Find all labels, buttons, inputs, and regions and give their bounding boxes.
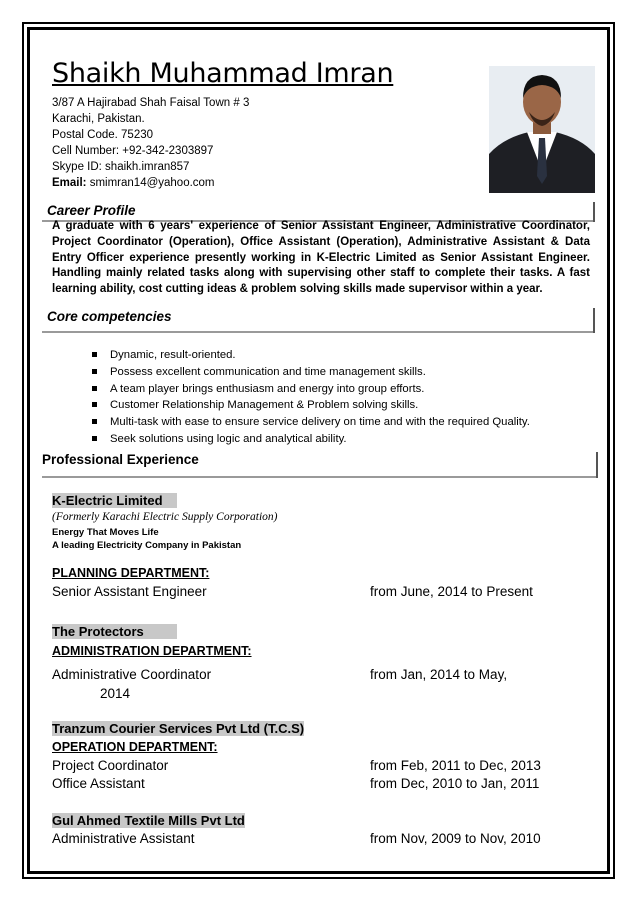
gulahmed-period: from Nov, 2009 to Nov, 2010 xyxy=(370,831,541,846)
experience-underline xyxy=(42,476,598,478)
kelectric-formerly: (Formerly Karachi Electric Supply Corporation) xyxy=(52,511,278,523)
core-competencies-underline xyxy=(42,331,595,333)
profile-photo xyxy=(489,66,595,193)
portrait-image xyxy=(489,66,595,193)
protectors-department: ADMINISTRATION DEPARTMENT: xyxy=(52,644,252,658)
postal-code: Postal Code. 75230 xyxy=(52,129,154,141)
list-item: Dynamic, result-oriented. xyxy=(92,347,530,364)
protectors-period: from Jan, 2014 to May, xyxy=(370,667,508,682)
core-competencies-heading: Core competencies xyxy=(47,309,172,324)
kelectric-description: A leading Electricity Company in Pakistan xyxy=(52,540,242,551)
professional-experience-heading: Professional Experience xyxy=(42,452,199,467)
tranzum-period-1: from Feb, 2011 to Dec, 2013 xyxy=(370,758,541,773)
list-item: Customer Relationship Management & Problem solving skills. xyxy=(92,397,530,414)
kelectric-department: PLANNING DEPARTMENT: xyxy=(52,566,210,580)
list-item: Seek solutions using logic and analytical ability. xyxy=(92,431,530,448)
kelectric-role: Senior Assistant Engineer xyxy=(52,584,207,599)
company-protectors: The Protectors xyxy=(52,624,177,639)
tranzum-department: OPERATION DEPARTMENT: xyxy=(52,740,218,754)
protectors-period-year: 2014 xyxy=(100,686,131,701)
email-line xyxy=(52,175,249,191)
competencies-list xyxy=(92,347,530,448)
email-value: smimran14@yahoo.com xyxy=(86,177,215,189)
kelectric-tagline: Energy That Moves Life xyxy=(52,527,159,538)
career-profile-heading: Career Profile xyxy=(47,203,136,218)
career-profile-text: A graduate with 6 years' experience of Senior Assistant Engineer, Administrative Coordinator, Project Coordinator (Operation), Office Assistant (Operation), Administrative Assistant & Data Entry Officer experience presently working in K-Electric Limited as Senior Assistant Engineer. Handling mainly related tasks along with supervising other staff to complete their tasks. A fast learning ability, cost cutting ideas & problem solving skills made supervisor within a year. xyxy=(52,220,590,296)
tranzum-role-1: Project Coordinator xyxy=(52,758,169,773)
career-profile-tick xyxy=(593,202,595,222)
protectors-role: Administrative Coordinator xyxy=(52,667,212,682)
list-item: Multi-task with ease to ensure service delivery on time and with the required Quality. xyxy=(92,414,530,431)
tranzum-period-2: from Dec, 2010 to Jan, 2011 xyxy=(370,776,540,791)
tranzum-role-2: Office Assistant xyxy=(52,776,145,791)
core-competencies-tick xyxy=(593,308,595,333)
skype-id: Skype ID: shaikh.imran857 xyxy=(52,161,190,173)
company-kelectric: K-Electric Limited xyxy=(52,493,177,508)
email-label: Email: xyxy=(52,177,87,189)
address-line-1: 3/87 A Hajirabad Shah Faisal Town # 3 xyxy=(52,97,250,109)
gulahmed-role: Administrative Assistant xyxy=(52,831,195,846)
address-line-2: Karachi, Pakistan. xyxy=(52,113,145,125)
cell-number: Cell Number: +92-342-2303897 xyxy=(52,145,214,157)
candidate-name: Shaikh Muhammad Imran xyxy=(52,58,394,89)
company-gulahmed: Gul Ahmed Textile Mills Pvt Ltd xyxy=(52,813,245,828)
kelectric-period: from June, 2014 to Present xyxy=(370,584,533,599)
experience-tick xyxy=(596,452,598,478)
contact-block xyxy=(52,95,249,191)
list-item: A team player brings enthusiasm and energy into group efforts. xyxy=(92,381,530,398)
list-item: Possess excellent communication and time management skills. xyxy=(92,364,530,381)
company-tranzum: Tranzum Courier Services Pvt Ltd (T.C.S) xyxy=(52,721,305,736)
